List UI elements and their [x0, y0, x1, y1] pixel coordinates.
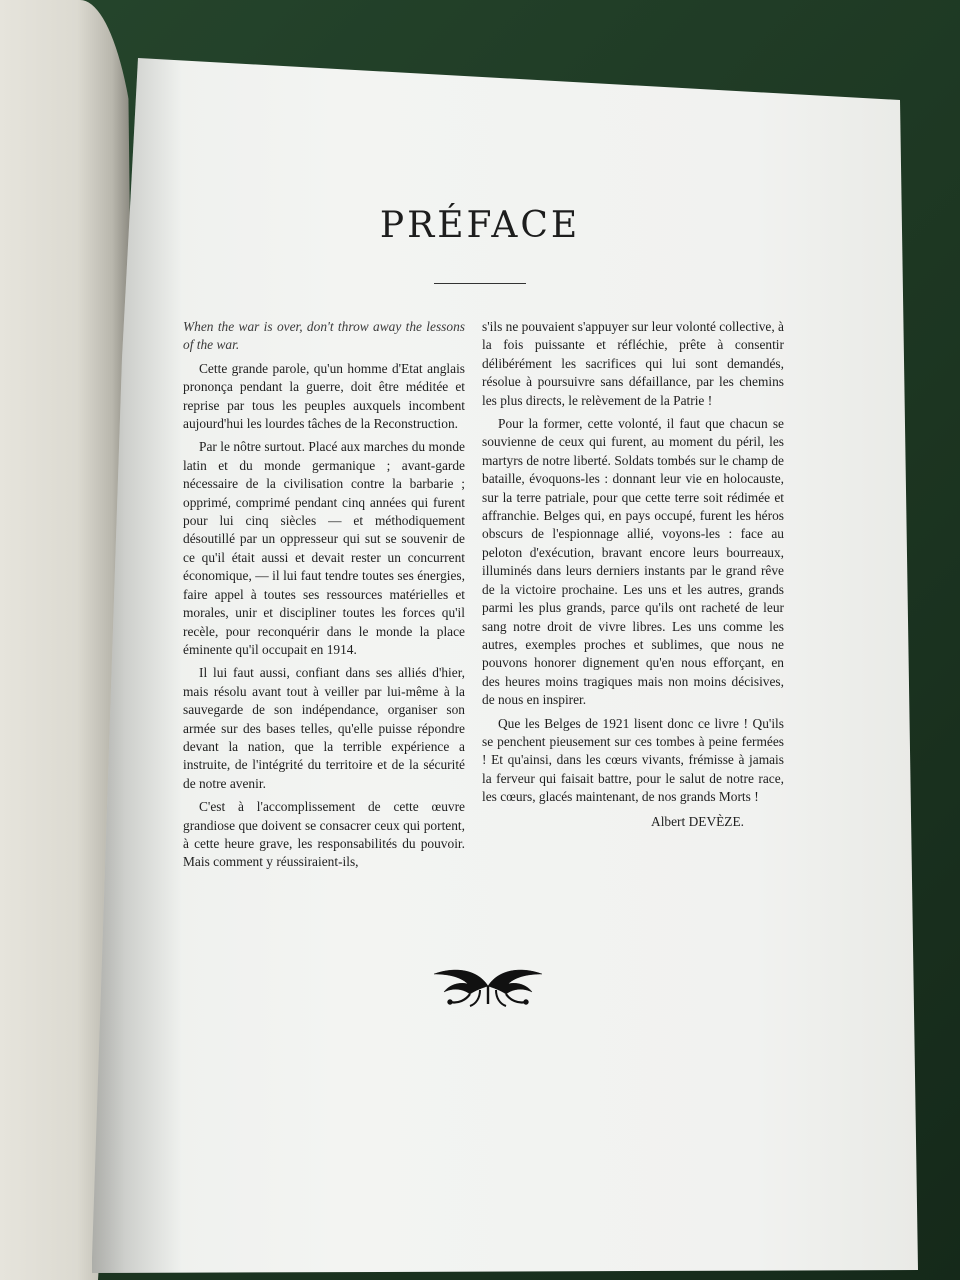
- page-title: PRÉFACE: [379, 205, 581, 246]
- signature: Albert DEVÈZE.: [651, 813, 744, 829]
- paragraph: C'est à l'accomplissement de cette œuvre grandiose que doivent se consacrer ceux qui portent, à cette heure grave, les responsabilités du pouvoir. Mais comment y réussiraient-ils,: [183, 799, 465, 870]
- art-nouveau-ornament-icon: [426, 960, 550, 1010]
- left-column: [183, 318, 465, 877]
- epigraph: When the war is over, don't throw away the lessons of the war.: [183, 319, 465, 353]
- right-column: [482, 318, 784, 836]
- paragraph: Pour la former, cette volonté, il faut que chacun se souvienne de ceux qui furent, au moment du péril, les martyrs de notre liberté. Soldats tombés sur le champ de bataille, évoquons-les : donnant leur vie en holocauste, sur la terre patriale, pour que cette terre soit rédimée et affranchie. Belges qui, en pays occupé, furent les héros obscurs de l'espionnage allié, voyons-les : face au peloton d'exécution, bravant encore leurs bourreaux, illuminés dans leurs derniers instants par le grand rêve de la victoire prochaine. Les uns et les autres, grands parmi les plus grands, parce qu'ils ont racheté de leur sang notre droit de vivre libres. Les uns comme les autres, exemples proches et sublimes, que nous ne pouvons honorer dignement qu'en nous efforçant, en des heures moins tragiques mais non moins décisives, de nous en inspirer.: [482, 416, 784, 708]
- title-rule: [434, 283, 526, 284]
- paragraph: Que les Belges de 1921 lisent donc ce livre ! Qu'ils se penchent pieusement sur ces tombes à peine fermées ! Et qu'ainsi, dans les cœurs vivants, frémisse à jamais la ferveur qui faisait battre, pour le salut de notre race, les cœurs, glacés maintenant, de nos grands Morts !: [482, 715, 784, 805]
- paragraph: Il lui faut aussi, confiant dans ses alliés d'hier, mais résolu avant tout à veiller par lui-même à la sauvegarde de son indépendance, organiser son armée sur des bases telles, qu'elle puisse répondre devant la nation, que la terrible expérience a instruite, de l'intégrité du territoire et de la sécurité de notre avenir.: [183, 665, 465, 791]
- paragraph: s'ils ne pouvaient s'appuyer sur leur volonté collective, à la fois puissante et réfléchie, prête à consentir délibérément les sacrifices qui lui sont demandés, résolue à poursuivre sans défaillance, par les chemins les plus directs, le relèvement de la Patrie !: [482, 319, 784, 408]
- paragraph: Par le nôtre surtout. Placé aux marches du monde latin et du monde germanique ; avant-garde nécessaire de la civilisation contre la barbarie ; opprimé, comprimé pendant cinq années qui furent pour lui cinq siècles — et méthodiquement désoutillé par un oppresseur qui sut se souvenir de ce qu'il était aussi et devait rester un concurrent économique, — il lui faut tendre toutes ses énergies, faire appel à toutes ses ressources matérielles et morales, unir et discipliner toutes les forces qu'il recèle, pour reconquérir dans le monde la place éminente qu'il occupait en 1914.: [183, 439, 465, 657]
- paragraph: Cette grande parole, qu'un homme d'Etat anglais prononça pendant la guerre, doit être méditée et reprise par tous les peuples auxquels incombent aujourd'hui les lourdes tâches de la Reconstruction.: [183, 360, 465, 432]
